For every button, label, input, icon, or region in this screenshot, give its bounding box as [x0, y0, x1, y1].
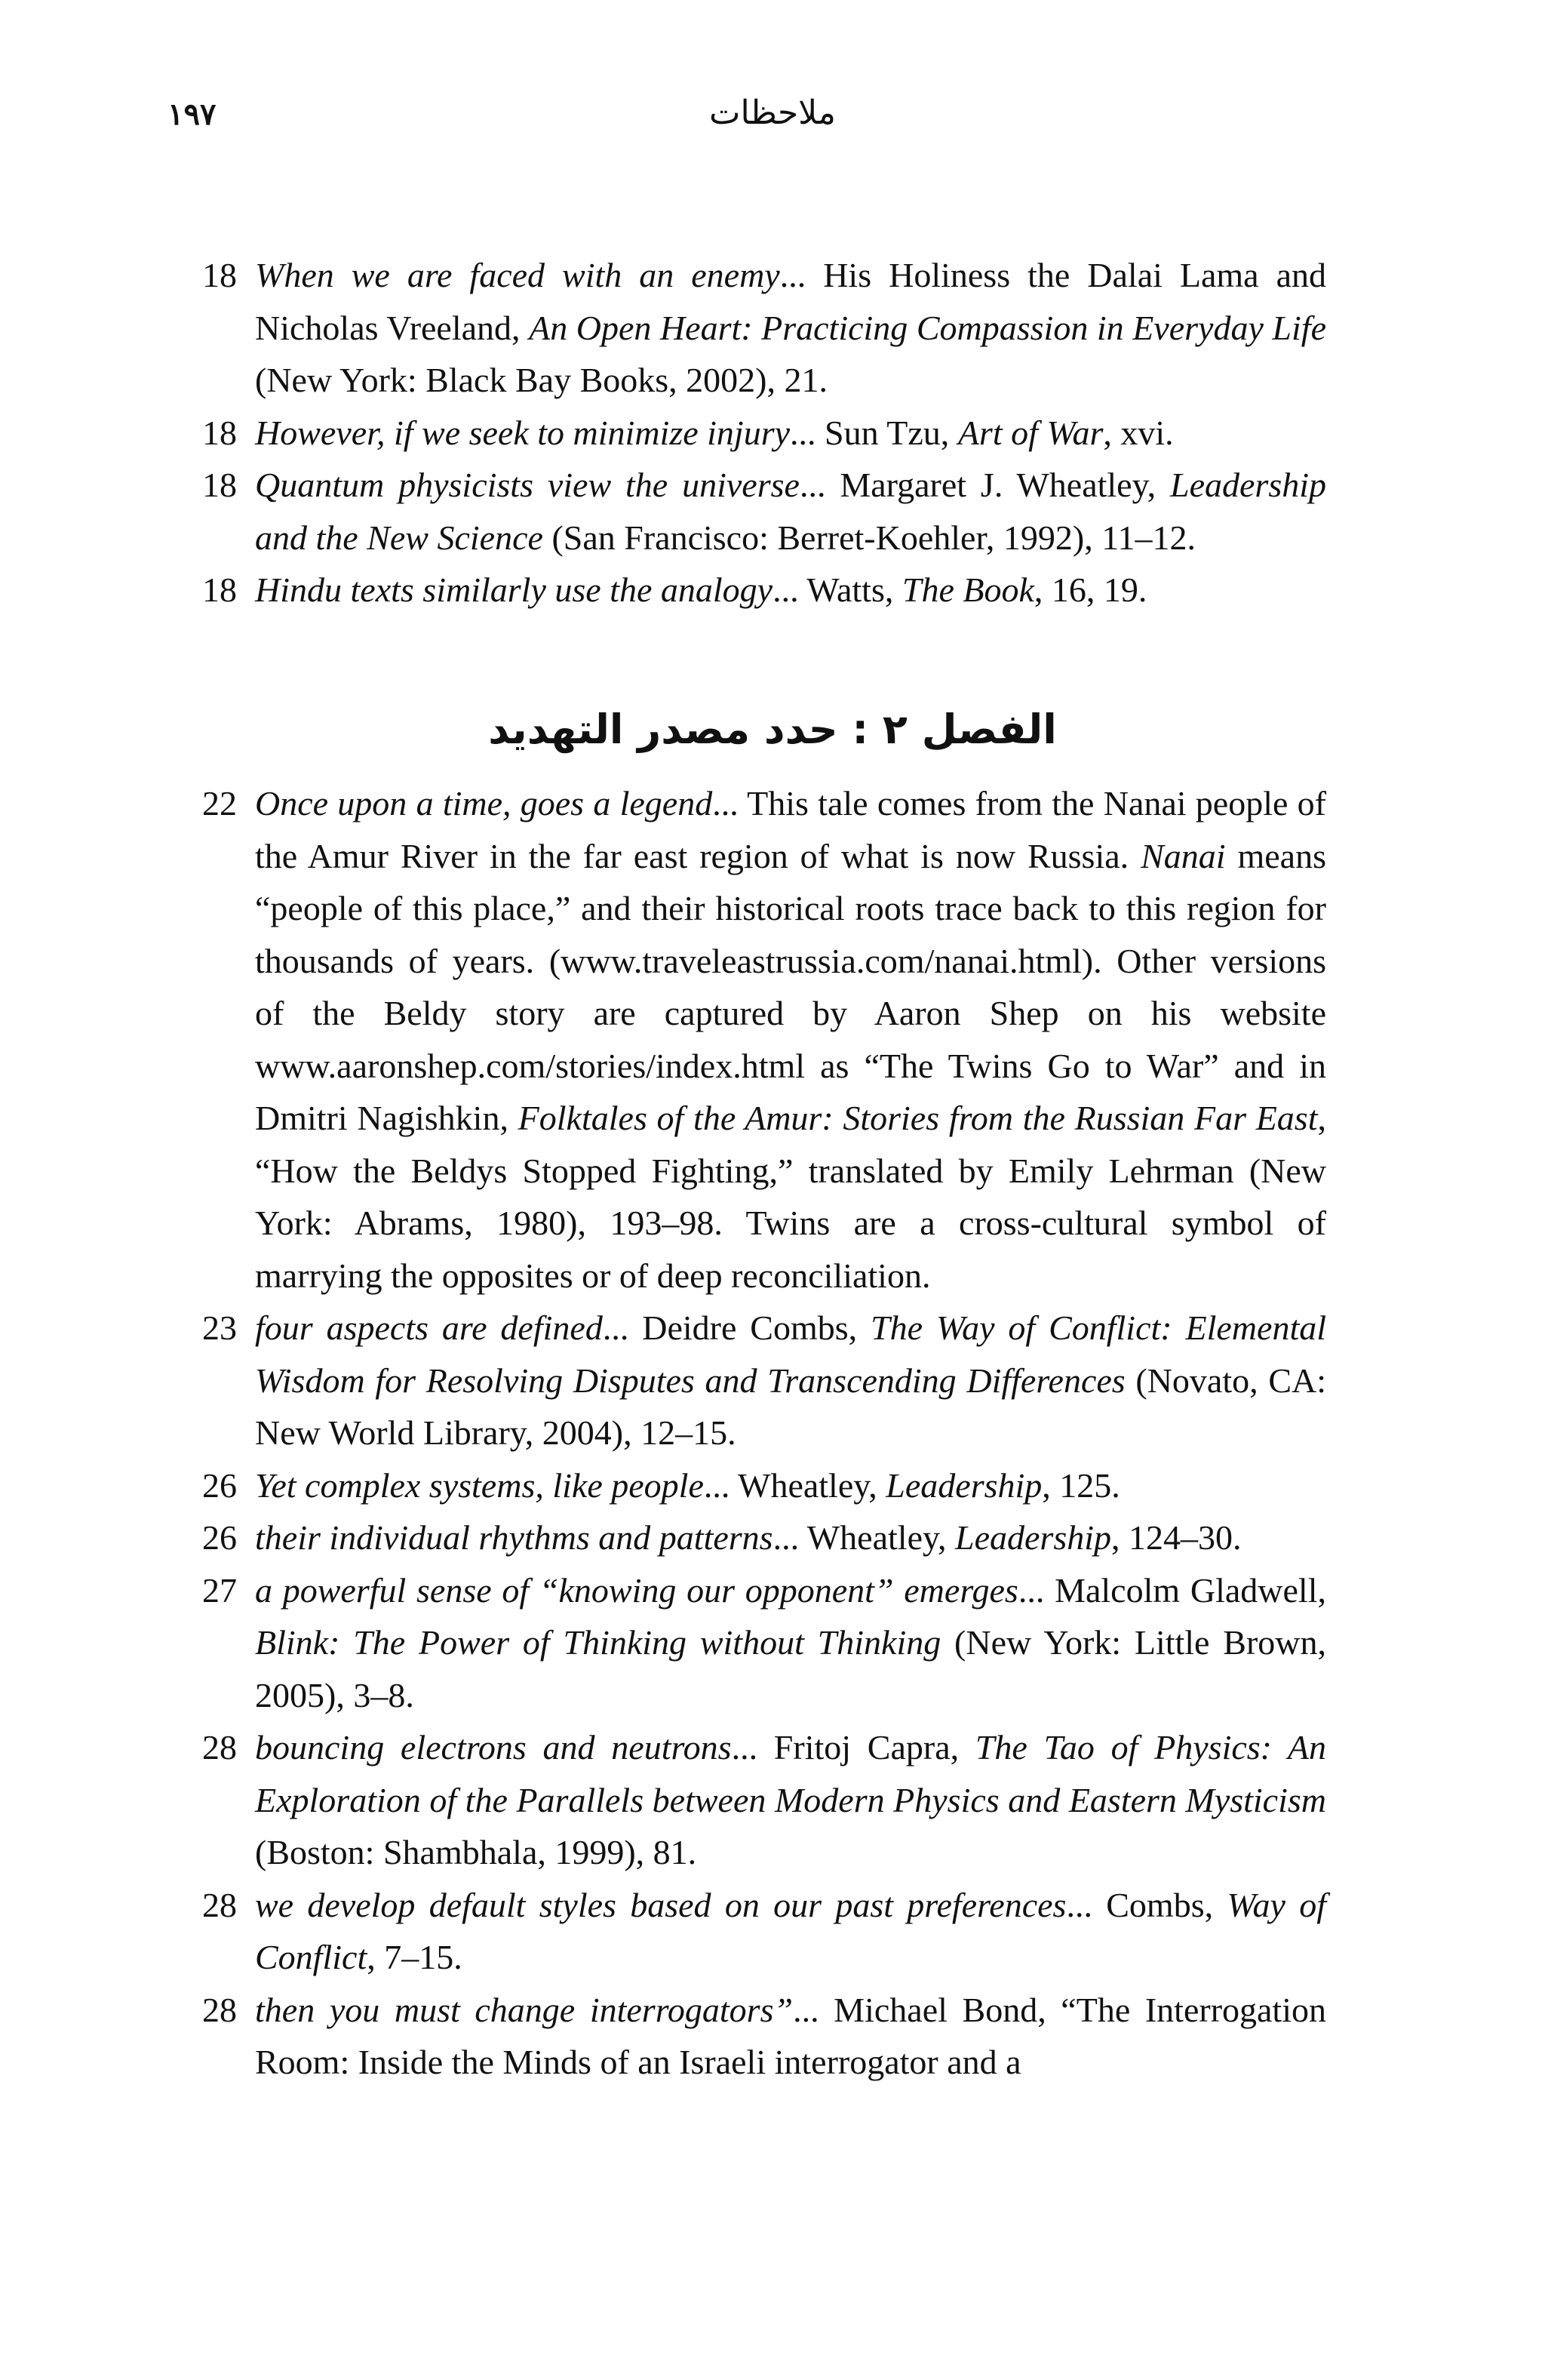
endnote-page-ref: 28 — [202, 1885, 237, 1924]
endnote-lead-phrase: However, if we seek to minimize injury — [255, 413, 791, 452]
endnote-title-italic: The Book — [902, 570, 1034, 609]
endnote-item — [202, 777, 1326, 1302]
endnote-lead-phrase: their individual rhythms and patterns — [255, 1518, 773, 1557]
notes-list-before-heading — [202, 249, 1326, 617]
endnote-lead-phrase: bouncing electrons and neutrons — [255, 1728, 732, 1767]
endnote-title-italic: Art of War — [957, 413, 1104, 452]
endnote-citation-text: ... Watts, — [772, 570, 902, 609]
endnote-citation-text: ... Wheatley, — [772, 1518, 956, 1557]
endnote-citation-text: ... Deidre Combs, — [602, 1308, 871, 1347]
endnote-item — [202, 459, 1326, 564]
endnote-title-italic: Leadership and the New Science — [255, 466, 1326, 557]
endnote-page-ref: 28 — [202, 1728, 237, 1767]
endnote-page-ref: 18 — [202, 570, 237, 609]
notes-list-after-heading — [202, 777, 1326, 2089]
endnote-citation-text: (Boston: Shambhala, 1999), 81. — [255, 1833, 697, 1871]
endnote-lead-phrase: we develop default styles based on our past preferences — [255, 1885, 1067, 1924]
endnote-citation-text: ... Michael Bond, “The Interrogation Room: Inside the Minds of an Israeli interrogator and a — [255, 1990, 1326, 2081]
endnote-title-italic: Way of Conflict — [255, 1885, 1326, 1976]
chapter-heading: الفصل ٢ : حدد مصدر التهديد — [488, 706, 1057, 753]
endnote-citation-text: , 125. — [1042, 1465, 1120, 1505]
endnote-title-italic: Folktales of the Amur: Stories from the Russian Far East — [518, 1099, 1318, 1137]
endnote-citation-text: means “people of this place,” and their historical roots trace back to this region for thousands of years. (www.traveleastrussia.com/nanai.html). Other versions of the Beldy story are captured by Aaron Shep on his website www.aaronshep.com/stories/index.html as “The Twins Go to War” and in Dmitri Nagishkin, — [255, 836, 1327, 1137]
endnote-citation-text: ... Margaret J. Wheatley, — [799, 466, 1170, 504]
endnote-page-ref: 18 — [202, 413, 237, 452]
endnote-title-italic: Blink: The Power of Thinking without Thinking — [255, 1623, 941, 1662]
endnote-citation-text: ... Wheatley, — [703, 1465, 886, 1505]
endnote-title-italic: Leadership — [955, 1518, 1112, 1557]
endnote-page-ref: 18 — [202, 256, 237, 294]
endnote-citation-text: ... Sun Tzu, — [790, 413, 958, 452]
endnote-page-ref: 26 — [202, 1518, 237, 1557]
endnote-title-italic: Leadership — [886, 1465, 1043, 1505]
endnote-item — [202, 1984, 1326, 2089]
endnote-citation-text: (Novato, CA: New World Library, 2004), 12–15. — [255, 1361, 1327, 1452]
page-number: ١٩٧ — [167, 97, 217, 131]
endnote-citation-text: ... Fritoj Capra, — [731, 1728, 975, 1767]
endnote-citation-text: , 7–15. — [367, 1938, 462, 1976]
endnote-lead-phrase: a powerful sense of “knowing our opponent” emerges — [255, 1570, 1018, 1610]
endnote-item — [202, 407, 1326, 460]
endnote-citation-text: , 16, 19. — [1034, 570, 1147, 609]
endnote-citation-text: (New York: Black Bay Books, 2002), 21. — [255, 361, 828, 399]
endnote-page-ref: 22 — [202, 784, 237, 823]
endnote-page-ref: 27 — [202, 1570, 237, 1610]
endnote-item — [202, 1721, 1326, 1879]
endnote-lead-phrase: Yet complex systems, like people — [255, 1465, 704, 1505]
endnote-page-ref: 26 — [202, 1465, 237, 1505]
endnote-citation-text: ... His Holiness the Dalai Lama and Nicholas Vreeland, — [255, 256, 1326, 347]
endnote-item — [202, 249, 1326, 407]
endnote-citation-text: (New York: Little Brown, 2005), 3–8. — [255, 1623, 1327, 1714]
endnote-page-ref: 18 — [202, 466, 237, 504]
endnote-page-ref: 23 — [202, 1308, 237, 1347]
endnote-item — [202, 1879, 1326, 1984]
endnote-citation-text: ... Combs, — [1066, 1885, 1227, 1924]
endnote-item — [202, 1564, 1326, 1722]
endnote-title-italic: The Tao of Physics: An Exploration of the Parallels between Modern Physics and Eastern Mysticism — [255, 1728, 1326, 1819]
endnote-lead-phrase: Hindu texts similarly use the analogy — [255, 570, 773, 609]
endnote-page-ref: 28 — [202, 1990, 237, 2029]
endnote-citation-text: , 124–30. — [1111, 1518, 1242, 1557]
endnote-citation-text: ... Malcolm Gladwell, — [1018, 1570, 1326, 1610]
endnote-title-italic: An Open Heart: Practicing Compassion in Everyday Life — [529, 308, 1326, 347]
endnote-lead-phrase: then you must change interrogators” — [255, 1990, 794, 2029]
endnote-citation-text: ... This tale comes from the Nanai people of the Amur River in the far east region of what is now Russia. — [255, 784, 1326, 875]
endnote-item — [202, 1459, 1326, 1512]
endnote-item — [202, 1511, 1326, 1564]
running-header-title: ملاحظات — [709, 94, 836, 131]
endnote-citation-text: (San Francisco: Berret-Koehler, 1992), 11–12. — [542, 518, 1196, 557]
endnote-lead-phrase: Once upon a time, goes a legend — [255, 784, 713, 823]
endnote-lead-phrase: Quantum physicists view the universe — [255, 466, 800, 504]
endnote-citation-text: , “How the Beldys Stopped Fighting,” translated by Emily Lehrman (New York: Abrams, 1980), 193–98. Twins are a cross-cultural symbol of marrying the opposites or of deep reconciliation. — [255, 1099, 1326, 1295]
endnote-citation-text: , xvi. — [1103, 413, 1174, 452]
endnote-item — [202, 564, 1326, 617]
endnote-title-italic: The Way of Conflict: Elemental Wisdom for Resolving Disputes and Transcending Differences — [255, 1308, 1327, 1400]
endnote-lead-phrase: four aspects are defined — [255, 1308, 603, 1347]
endnote-lead-phrase: When we are faced with an enemy — [255, 256, 780, 294]
endnote-title-italic: Nanai — [1141, 836, 1226, 875]
endnote-item — [202, 1302, 1326, 1459]
